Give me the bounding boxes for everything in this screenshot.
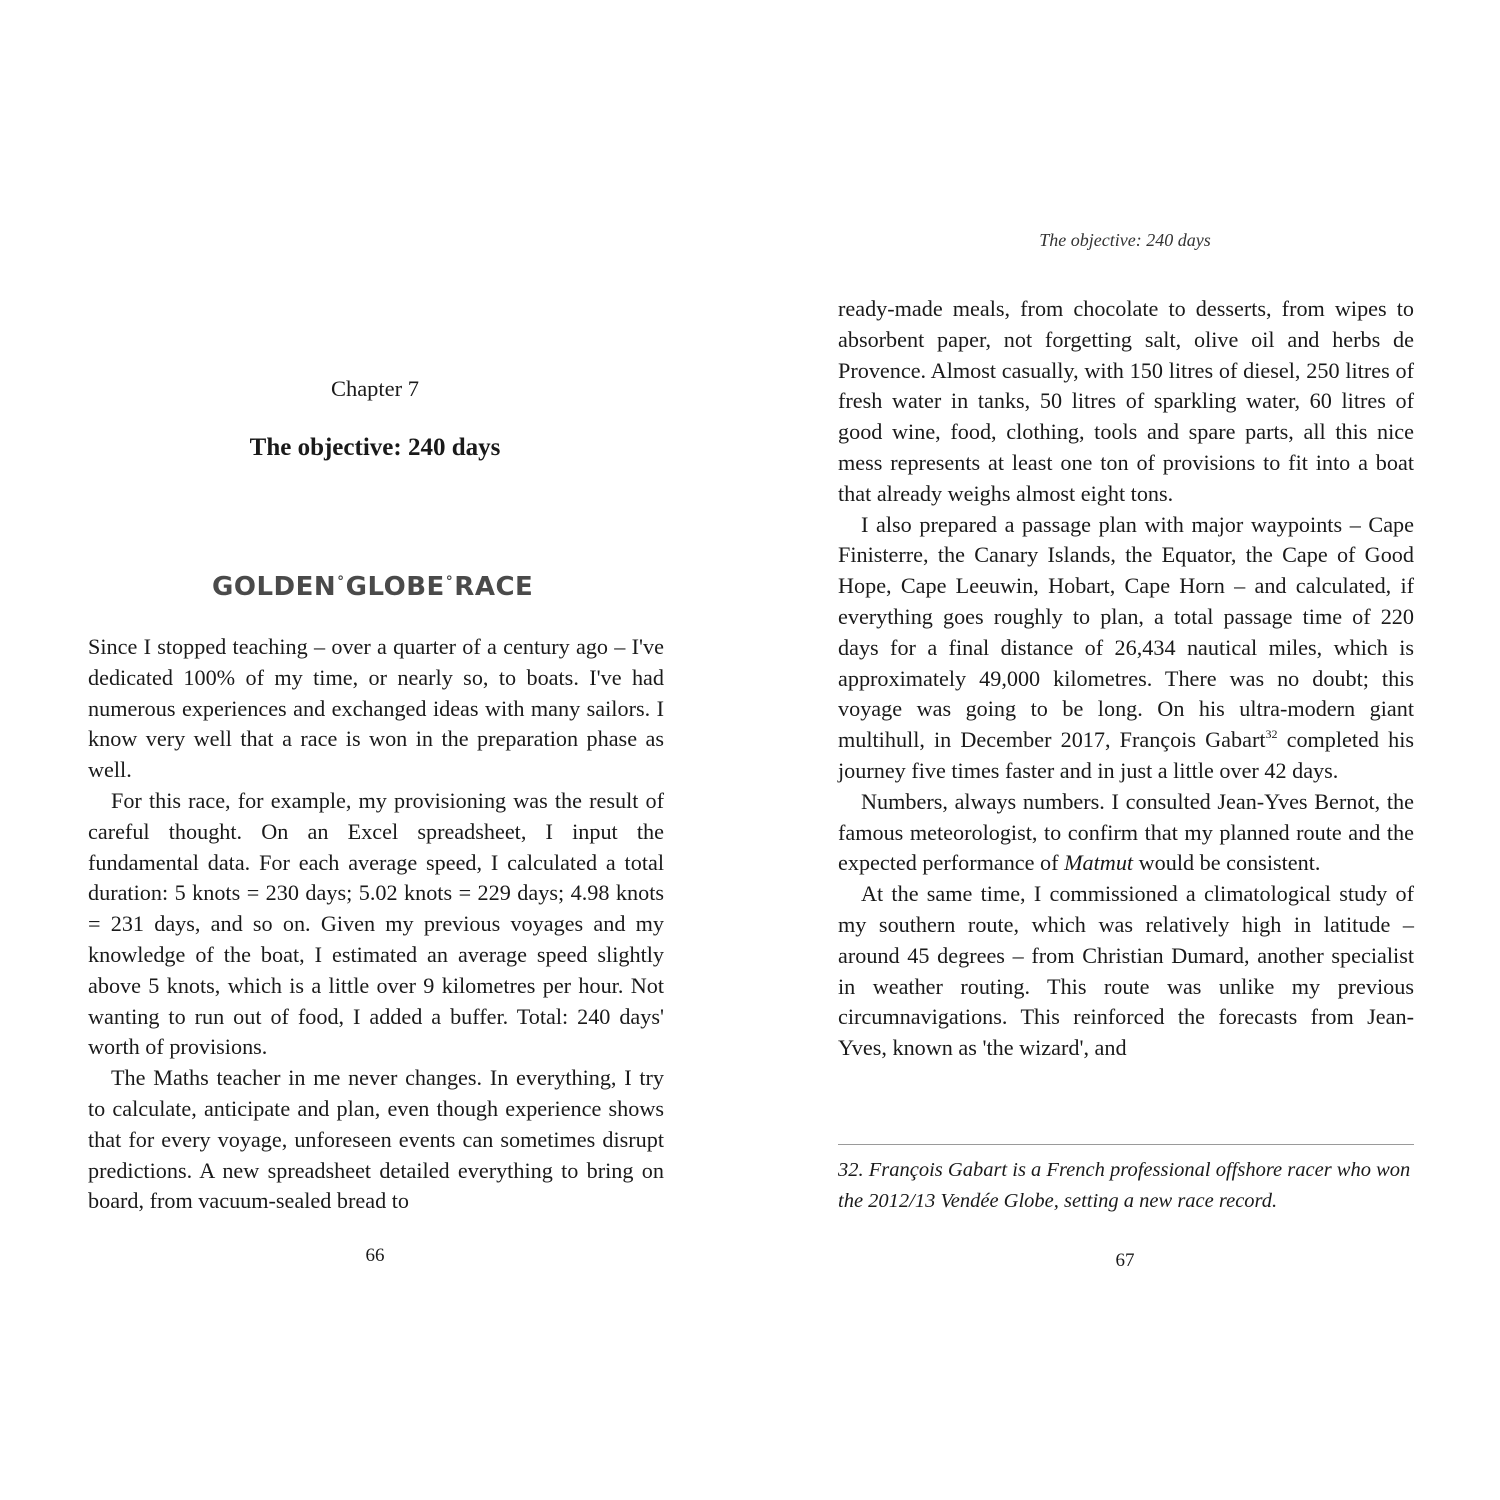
- paragraph: For this race, for example, my provisioning was the result of careful thought. On an Excel spreadsheet, I input the fundamental data. For each average speed, I calculated a total duration: 5 knots = 230 days; 5.02 knots = 229 days; 4.98 knots = 231 days, and so on. Given my previous voyages and my knowledge of the boat, I estimated an average speed slightly above 5 knots, which is a little over 9 kilometres per hour. Not wanting to run out of food, I added a buffer. Total: 240 days' worth of provisions.: [88, 787, 664, 1060]
- paragraph: At the same time, I commissioned a climatological study of my southern route, which was relatively high in latitude – around 45 degrees – from Christian Dumard, another specialist in weather routing. This route was unlike my previous circumnavigations. This reinforced the forecasts from Jean-Yves, known as 'the wizard', and: [838, 881, 1414, 1061]
- chapter-label: Chapter 7: [330, 376, 420, 401]
- logo-word-golden: GOLDEN: [212, 572, 337, 602]
- running-head: The objective: 240 days: [1039, 230, 1211, 250]
- paragraph-text: would be consistent.: [1138, 850, 1321, 876]
- logo-separator: °: [337, 574, 345, 590]
- footnote-divider: [838, 1144, 1414, 1145]
- footnote: 32. François Gabart is a French professional offshore racer who won the 2012/13 Vendée Globe, setting a new race record.: [838, 1159, 1411, 1212]
- paragraph-text: Numbers, always numbers. I consulted Jean-Yves Bernot, the famous meteorologist, to confirm that my planned route and the expected performance of: [838, 788, 1414, 876]
- logo-word-race: RACE: [454, 572, 534, 602]
- golden-globe-race-logo-icon: [212, 566, 538, 602]
- paragraph-text: completed his journey five times faster and in just a little over 42 days.: [838, 727, 1414, 783]
- paragraph: Since I stopped teaching – over a quarter of a century ago – I've dedicated 100% of my time, or nearly so, to boats. I've had numerous experiences and exchanged ideas with many sailors. I know very well that a race is won in the preparation phase as well.: [88, 634, 664, 783]
- right-body-text: [838, 294, 1414, 1064]
- paragraph: [838, 787, 1414, 879]
- page-number: 66: [365, 1245, 385, 1266]
- page-number: 67: [1115, 1250, 1135, 1271]
- gabart-name: François Gabart: [1119, 727, 1266, 753]
- left-body-text: [88, 632, 664, 1217]
- paragraph: The Maths teacher in me never changes. In everything, I try to calculate, anticipate and plan, even though experience shows that for every voyage, unforeseen events can sometimes disrupt predictions. A new spreadsheet detailed everything to bring on board, from vacuum-sealed bread to: [88, 1065, 664, 1214]
- chapter-title: The objective: 240 days: [249, 434, 501, 461]
- footnote-reference[interactable]: 32: [1265, 727, 1278, 742]
- paragraph-text: I also prepared a passage plan with major waypoints – Cape Finisterre, the Canary Islands, the Equator, the Cape of Good Hope, Cape Leeuwin, Hobart, Cape Horn – and calculated, if everything goes roughly to plan, a total passage time of 220 days for a final distance of 26,434 nautical miles, which is approximately 49,000 kilometres. There was no doubt; this voyage was going to be long. On his ultra-modern giant multihull, in December 2017,: [838, 511, 1414, 753]
- paragraph: ready-made meals, from chocolate to desserts, from wipes to absorbent paper, not forgetting salt, olive oil and herbs de Provence. Almost casually, with 150 litres of diesel, 250 litres of fresh water in tanks, 50 litres of sparkling water, 60 litres of good wine, food, clothing, tools and spare parts, all this nice mess represents at least one ton of provisions to fit into a boat that already weighs almost eight tons.: [838, 296, 1414, 506]
- logo-word-globe: GLOBE: [345, 572, 445, 602]
- boat-name: Matmut: [1064, 850, 1134, 876]
- right-page: [750, 0, 1500, 1500]
- paragraph: [838, 510, 1414, 787]
- logo-separator: °: [445, 574, 454, 590]
